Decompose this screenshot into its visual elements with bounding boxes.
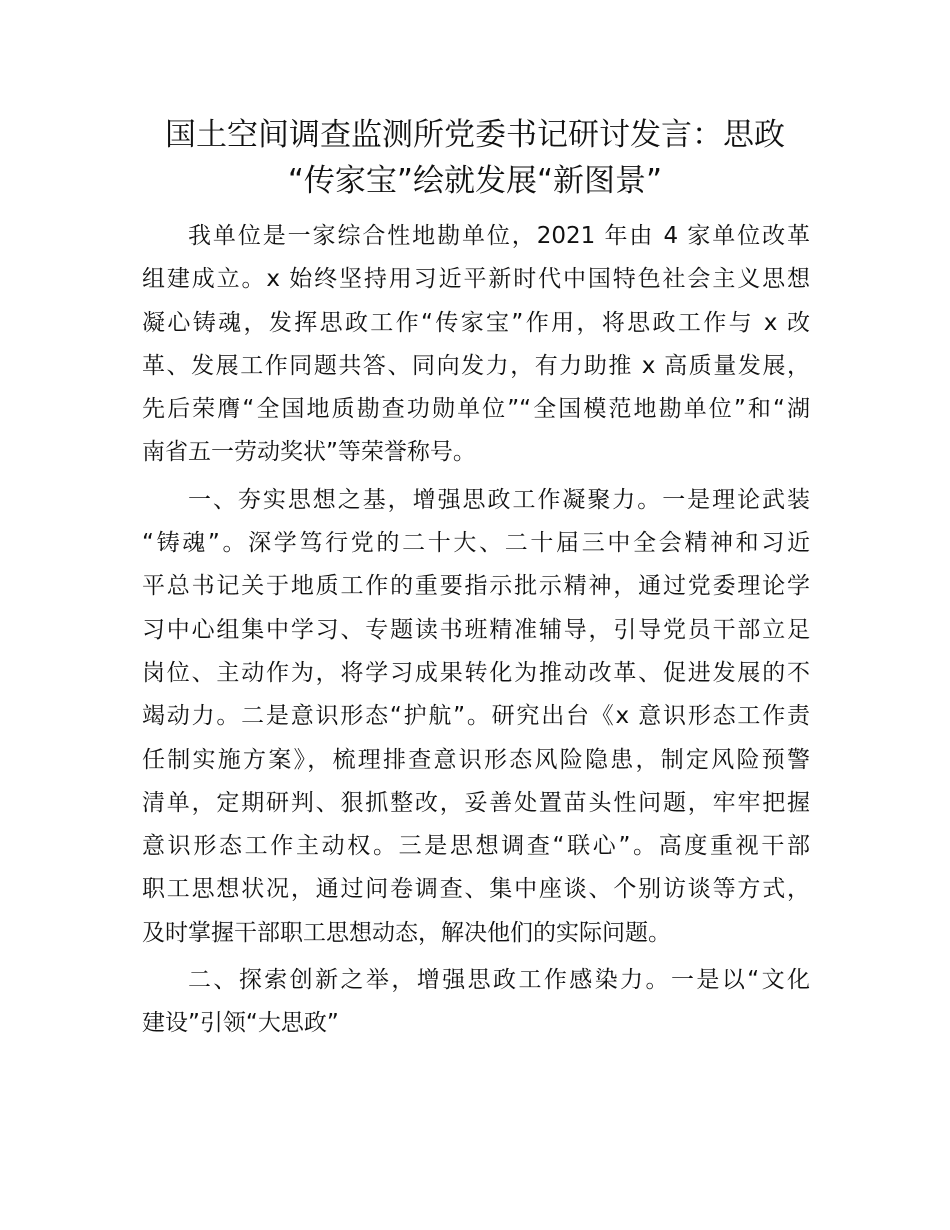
text-line: 革、发展工作同题共答、同向发力，有力助推 x 高质量发展， (142, 352, 810, 379)
text-line: 清单，定期研判、狠抓整改，妥善处置苗头性问题，牢牢把握 (142, 789, 810, 816)
title-line-1: 国土空间调查监测所党委书记研讨发言：思政 (165, 117, 785, 153)
paragraph-section-2 (142, 959, 810, 1046)
text-line: 南省五一劳动奖状”等荣誉称号。 (142, 439, 476, 466)
text-line: 任制实施方案》，梳理排查意识形态风险隐患，制定风险预警 (142, 746, 810, 773)
text-line: 建设”引领“大思政” (142, 1010, 339, 1037)
paragraph-intro (142, 215, 810, 475)
text-line: 凝心铸魂，发挥思政工作“传家宝”作用，将思政工作与 x 改 (142, 309, 810, 336)
text-line: 意识形态工作主动权。三是思想调查“联心”。高度重视干部 (142, 833, 810, 860)
text-line: “铸魂”。深学笃行党的二十大、二十届三中全会精神和习近 (142, 530, 810, 557)
text-line: 我单位是一家综合性地勘单位，2021 年由 4 家单位改革 (188, 223, 810, 249)
document-body (142, 215, 810, 1046)
text-line: 组建成立。x 始终坚持用习近平新时代中国特色社会主义思想 (142, 266, 810, 293)
text-line: 平总书记关于地质工作的重要指示批示精神，通过党委理论学 (142, 573, 810, 600)
text-line: 二、探索创新之举，增强思政工作感染力。一是以“文化 (188, 967, 810, 994)
text-line: 竭动力。二是意识形态“护航”。研究出台《x 意识形态工作责 (142, 703, 810, 730)
title-line-2: “传家宝”绘就发展“新图景” (287, 163, 663, 199)
text-line: 一、夯实思想之基，增强思政工作凝聚力。一是理论武装 (188, 486, 810, 513)
text-line: 及时掌握干部职工思想动态，解决他们的实际问题。 (142, 919, 671, 946)
document-title (100, 112, 850, 204)
text-line: 习中心组集中学习、专题读书班精准辅导，引导党员干部立足 (142, 616, 810, 643)
text-line: 先后荣膺“全国地质勘查功勋单位”“全国模范地勘单位”和“湖 (142, 396, 810, 423)
text-line: 职工思想状况，通过问卷调查、集中座谈、个别访谈等方式， (142, 876, 810, 903)
paragraph-section-1 (142, 479, 810, 955)
text-line: 岗位、主动作为，将学习成果转化为推动改革、促进发展的不 (142, 659, 810, 686)
